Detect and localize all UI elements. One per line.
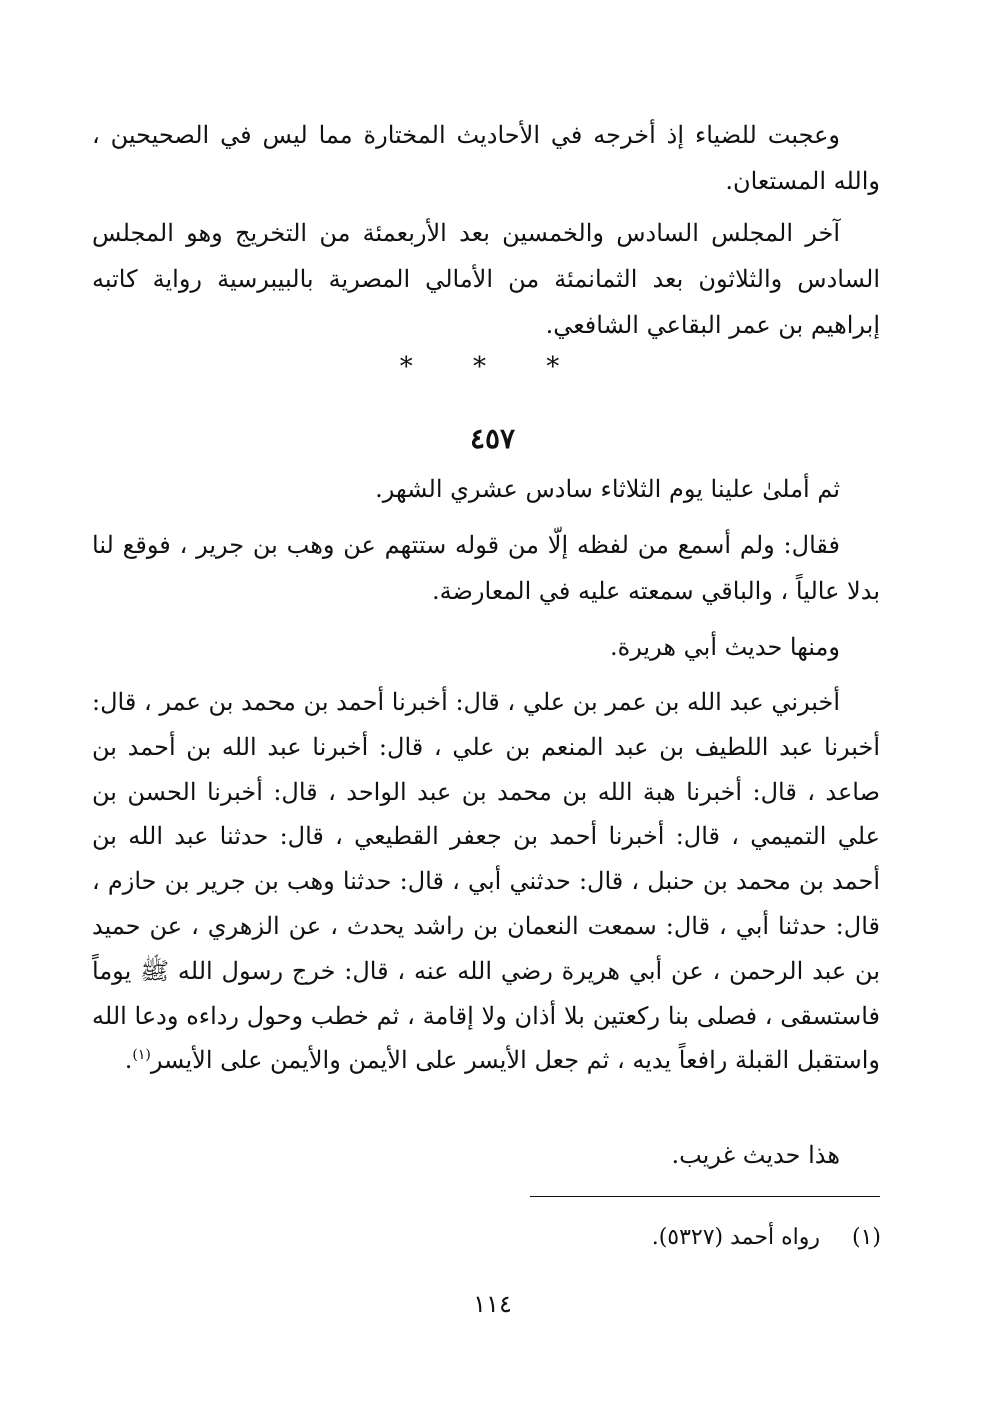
footnote-reference: (١) [132, 1047, 151, 1064]
hadith-text-end: . [124, 1046, 133, 1075]
paragraph-diya-remark: وعجبت للضياء إذ أخرجه في الأحاديث المختارة مما ليس في الصحيحين ، والله المستعان. [92, 121, 880, 195]
paragraph-hadith-intro: ومنها حديث أبي هريرة. [609, 633, 840, 661]
session-number-heading: ٤٥٧ [469, 422, 516, 455]
page-number: ١١٤ [473, 1290, 512, 1318]
paragraph-session-end-note: آخر المجلس السادس والخمسين بعد الأربعمئة من التخريج وهو المجلس السادس والثلاثون بعد الثمانمئة من الأمالي المصرية بالبيبرسية رواية كاتبه إبراهيم بن عمر البقاعي الشافعي. [92, 219, 880, 339]
paragraph-hadith-isnad [92, 680, 880, 1083]
footnote-divider [530, 1196, 880, 1197]
footnote-marker: (١) [851, 1225, 881, 1250]
paragraph-hearing-note: فقال: ولم أسمع من لفظه إلّا من قوله ستتهم عن وهب بن جرير ، فوقع لنا بدلا عالياً ، والباقي سمعته عليه في المعارضة. [92, 531, 880, 605]
footnote [652, 1222, 881, 1254]
paragraph-grading: هذا حديث غريب. [671, 1141, 840, 1169]
paragraph-dictation-date: ثم أملىٰ علينا يوم الثلاثاء سادس عشري الشهر. [375, 475, 840, 503]
section-separator: * * * [399, 352, 586, 382]
footnote-text: رواه أحمد (٥٣٢٧). [651, 1225, 820, 1250]
hadith-text: أخبرني عبد الله بن عمر بن علي ، قال: أخبرنا أحمد بن محمد بن عمر ، قال: أخبرنا عبد اللطيف بن عبد المنعم بن علي ، قال: أخبرنا عبد الله بن أحمد بن صاعد ، قال: أخبرنا هبة الله بن محمد بن عبد الواحد ، قال: أخبرنا الحسن بن علي التميمي ، قال: أخبرنا أحمد بن جعفر القطيعي ، قال: حدثنا عبد الله بن أحمد بن محمد بن حنبل ، قال: حدثني أبي ، قال: حدثنا وهب بن جرير بن حازم ، قال: حدثنا أبي ، قال: سمعت النعمان بن راشد يحدث ، عن الزهري ، عن حميد بن عبد الرحمن ، عن أبي هريرة رضي الله عنه ، قال: خرج رسول الله ﷺ يوماً فاستسقى ، فصلى بنا ركعتين بلا أذان ولا إقامة ، ثم خطب وحول رداءه ودعا الله واستقبل القبلة رافعاً يديه ، ثم جعل الأيسر على الأيمن والأيمن على الأيسر [92, 688, 880, 1075]
